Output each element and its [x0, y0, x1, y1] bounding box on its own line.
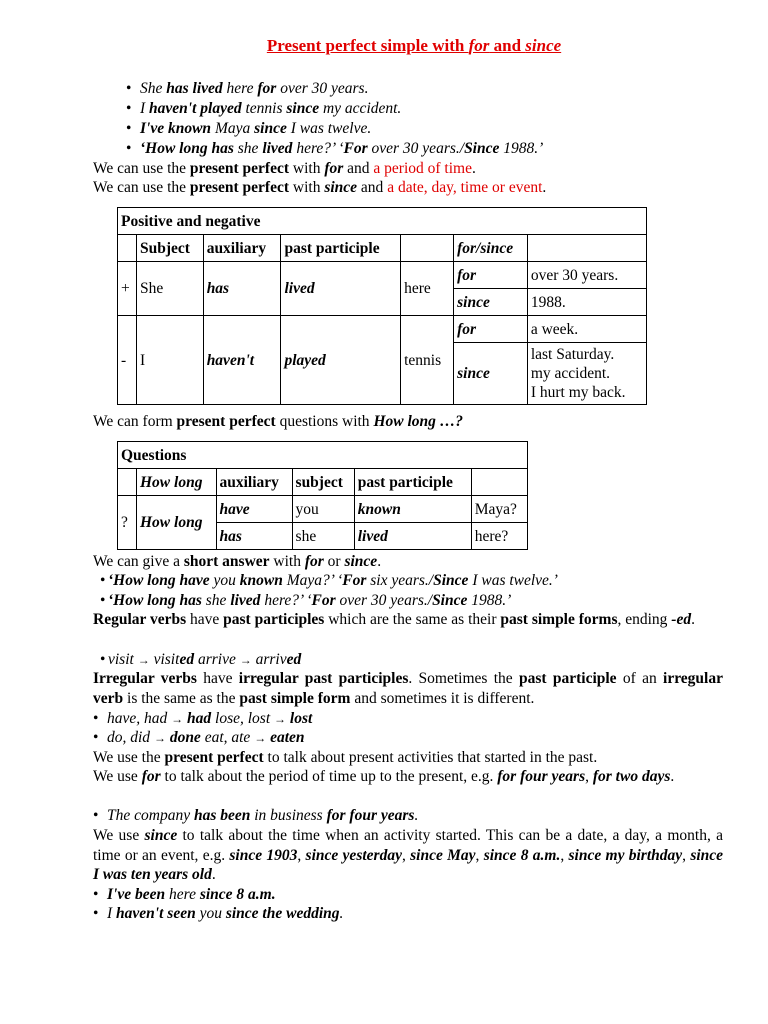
cell: you	[292, 496, 354, 523]
cell: over 30 years.	[527, 262, 646, 289]
positive-negative-table	[117, 207, 647, 405]
use-since-para: We use since to talk about the time when an activity started. This can be a date, a day, a month, a time or an event, e.g. since 1903, since yesterday, since May, since 8 a.m., since my birthday, since I was ten years old.	[93, 827, 724, 883]
col-how-long: How long	[137, 469, 217, 496]
cell: since	[454, 343, 528, 405]
cell: last Saturday. my accident. I hurt my back.	[527, 343, 646, 405]
use-present-perfect: We use the present perfect to talk about present activities that started in the past.	[93, 749, 598, 766]
col-auxiliary: auxiliary	[203, 235, 281, 262]
cell: here	[401, 262, 454, 316]
cell: She	[137, 262, 204, 316]
table-heading: Positive and negative	[118, 208, 647, 235]
cell: played	[281, 316, 401, 405]
col-auxiliary: auxiliary	[216, 469, 292, 496]
since-example-1: • I've been here since 8 a.m.	[93, 886, 276, 903]
cell: How long	[137, 496, 217, 550]
cell: known	[354, 496, 471, 523]
sign-plus: +	[118, 262, 137, 316]
col-subject: subject	[292, 469, 354, 496]
cell: for	[454, 316, 528, 343]
cell: lived	[281, 262, 401, 316]
short-answer-rule: We can give a short answer with for or since.	[93, 553, 382, 570]
irregular-example-2: • do, did → done eat, ate → eaten	[93, 729, 305, 746]
short-example-2: • ‘How long has she lived here?’ ‘For over 30 years./Since 1988.’	[100, 592, 512, 609]
col-for-since: for/since	[454, 235, 528, 262]
regular-example: • visit → visited arrive → arrived	[100, 651, 302, 668]
cell: for	[454, 262, 528, 289]
cell: I	[137, 316, 204, 405]
example-4: • ‘How long has she lived here?’ ‘For over 30 years./Since 1988.’	[126, 140, 544, 157]
cell: she	[292, 523, 354, 550]
form-questions: We can form present perfect questions with How long …?	[93, 413, 464, 430]
example-3: • I've known Maya since I was twelve.	[126, 120, 372, 137]
use-for-para: We use for to talk about the period of time up to the present, e.g. for four years, for two days.	[93, 768, 675, 785]
cell: has	[203, 262, 281, 316]
rule-since: We can use the present perfect with since and a date, day, time or event.	[93, 179, 547, 196]
for-example: • The company has been in business for four years.	[93, 807, 419, 824]
col-past-participle: past participle	[281, 235, 401, 262]
cell: tennis	[401, 316, 454, 405]
cell: Maya?	[471, 496, 527, 523]
cell: 1988.	[527, 289, 646, 316]
irregular-verbs-para: Irregular verbs have irregular past participles. Sometimes the past participle of an irregular verb is the same as the past simple form and sometimes it is different.	[93, 670, 723, 707]
questions-table	[117, 441, 528, 550]
col-past-participle: past participle	[354, 469, 471, 496]
table-heading: Questions	[118, 442, 528, 469]
cell: lived	[354, 523, 471, 550]
cell: have	[216, 496, 292, 523]
col-subject: Subject	[137, 235, 204, 262]
cell: has	[216, 523, 292, 550]
regular-verbs-para: Regular verbs have past participles which are the same as their past simple forms, ending -ed.	[93, 611, 695, 628]
example-1: • She has lived here for over 30 years.	[126, 80, 369, 97]
since-example-2: • I haven't seen you since the wedding.	[93, 905, 344, 922]
example-2: • I haven't played tennis since my accident.	[126, 100, 402, 117]
irregular-example-1: • have, had → had lose, lost → lost	[93, 710, 313, 727]
cell: since	[454, 289, 528, 316]
sign-minus: -	[118, 316, 137, 405]
page-title: Present perfect simple with for and since	[266, 36, 562, 55]
rule-for: We can use the present perfect with for and a period of time.	[93, 160, 476, 177]
cell: here?	[471, 523, 527, 550]
short-example-1: • ‘How long have you known Maya?’ ‘For six years./Since I was twelve.’	[100, 572, 558, 589]
cell: haven't	[203, 316, 281, 405]
sign-question: ?	[118, 496, 137, 550]
cell: a week.	[527, 316, 646, 343]
